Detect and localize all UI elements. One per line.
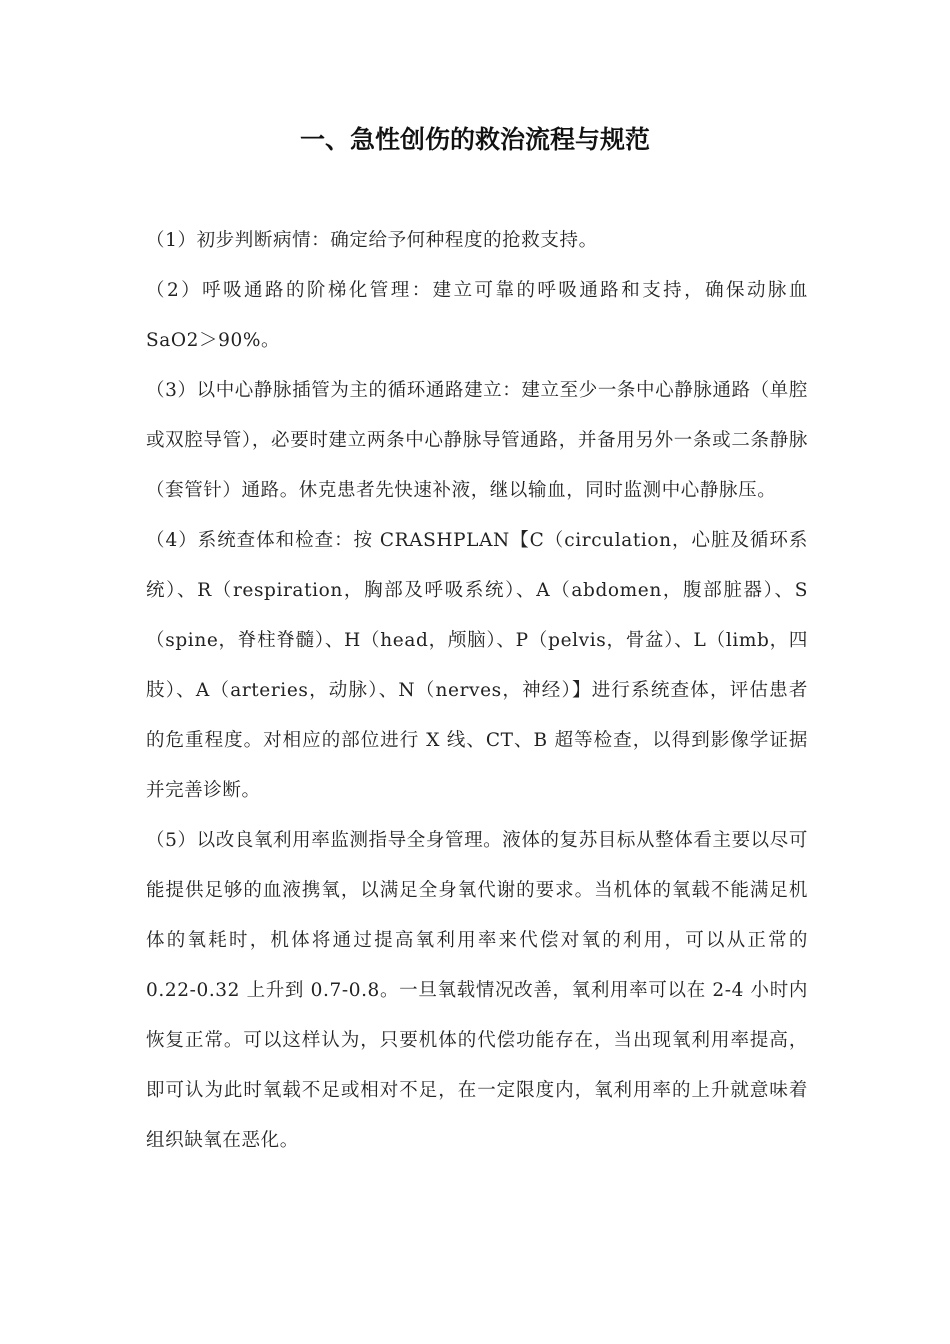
document-title: 一、急性创伤的救治流程与规范 xyxy=(299,125,650,154)
paragraph-4: （4）系统查体和检查：按 CRASHPLAN【C（circulation，心脏及循环系统）、R（respiration，胸部及呼吸系统）、A（abdomen，腹部脏器）、S（spine，脊柱脊髓）、H（head，颅脑）、P（pelvis，骨盆）、L（limb，四肢）、A（arteries，动脉）、N（nerves，神经）】进行系统查体，评估患者的危重程度。对相应的部位进行 X 线、CT、B 超等检查，以得到影像学证据并完善诊断。 xyxy=(146,530,808,801)
paragraph-2: （2）呼吸通路的阶梯化管理：建立可靠的呼吸通路和支持，确保动脉血 SaO2＞90%。 xyxy=(146,280,808,351)
document-body xyxy=(146,216,808,1166)
paragraph-1: （1）初步判断病情：确定给予何种程度的抢救支持。 xyxy=(146,230,598,251)
paragraph-5: （5）以改良氧利用率监测指导全身管理。液体的复苏目标从整体看主要以尽可能提供足够的血液携氧，以满足全身氧代谢的要求。当机体的氧载不能满足机体的氧耗时，机体将通过提高氧利用率来代偿对氧的利用，可以从正常的 0.22-0.32 上升到 0.7-0.8。一旦氧载情况改善，氧利用率可以在 2-4 小时内恢复正常。可以这样认为，只要机体的代偿功能存在，当出现氧利用率提高，即可认为此时氧载不足或相对不足，在一定限度内，氧利用率的上升就意味着组织缺氧在恶化。 xyxy=(146,830,808,1151)
paragraph-3: （3）以中心静脉插管为主的循环通路建立：建立至少一条中心静脉通路（单腔或双腔导管），必要时建立两条中心静脉导管通路，并备用另外一条或二条静脉（套管针）通路。休克患者先快速补液，继以输血，同时监测中心静脉压。 xyxy=(146,380,808,501)
